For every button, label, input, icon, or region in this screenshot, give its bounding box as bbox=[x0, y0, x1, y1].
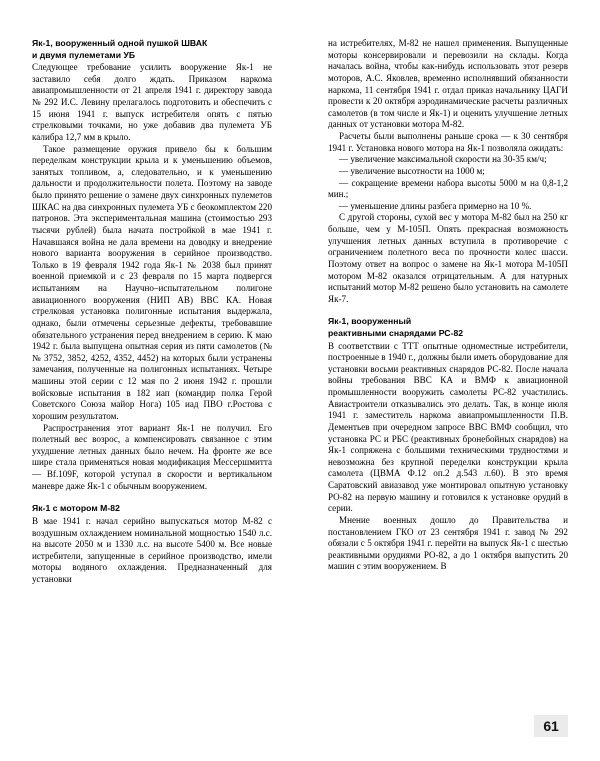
paragraph: на истребителях, М-82 не нашел применения. Выпущенные моторы консервировали и перевозили на склады. Когда началась война, чтобы как-нибудь использовать этот резерв моторов, А.С. Яковлев, временно исполнявший обязанности наркома, 11 сентября 1941 г. отдал приказ начальнику ЦАГИ провести к 20 октября аэродинамические расчеты различных самолетов (в том числе и Як-1) и оценить улучшение летных данных от установки мотора М-82. bbox=[328, 38, 568, 130]
right-column bbox=[328, 38, 568, 713]
paragraph: В соответствии с ТТТ опытные одноместные истребители, построенные в 1940 г., должны были иметь оборудование для установки восьми реактивных снарядов РС-82. После начала войны требования ВВС КА и ВМФ к авиационной промышленности вооружить самолеты РС-82 участились. Авиастроители отказывались это делать. Так, в конце июля 1941 г. заместитель наркома авиапромышленности П.В. Дементьев при очередном запросе ВВС ВМФ сообщил, что установка РС и РБС (реактивных бронебойных снарядов) на Як-1 сопряжена с большими техническими трудностями и невозможна без крупной переделки конструкции крыла самолета (ЦВМА Ф.12 оп.2 д.543 л.60). В это время Саратовский авиазавод уже монтировал опытную установку РО-82 на первую машину и готовился к установке орудий в серии. bbox=[328, 340, 568, 514]
left-column bbox=[32, 38, 272, 713]
section-heading-line-2: реактивными снарядами РС-82 bbox=[328, 327, 464, 338]
page-content bbox=[32, 38, 568, 713]
section-heading-line-2: и двумя пулеметами УБ bbox=[32, 49, 136, 60]
page-number: 61 bbox=[534, 715, 568, 737]
paragraph: Такое размещение оружия привело бы к большим переделкам конструкции крыла и к уменьшению объемов, занятых топливом, а, следовательно, и к уменьшению дальности и продолжительности полета. Поэтому на заводе было принято решение о замене двух синхронных пулеметов ШКАС на два синхронных пулемета УБ с беокомплектом 220 патронов. Эта экспериментальная машина (стоимостью 293 тысячи рублей) была начата постройкой в мае 1941 г. Начавшаяся война не дала времени на доводку и внедрение нового варианта вооружения в серийное производство. Только в 19 февраля 1942 года Як-1 № 2038 был принят военной приемкой и с 23 февраля по 15 марта подвергся испытаниям на Научно–испытательном полигоне авиационного вооружения (НИП АВ) ВВС КА. Новая стрелковая установка полигонные испытания выдержала, однако, были отмечены серьезные дефекты, требовавшие обязательного устранения перед внедрением в серию. К маю 1942 г. была выпущена опытная серия из пяти самолетов (№№ 3752, 3852, 4252, 4352, 4452) на которых были устранены замечания, полученные на полигонных испытаниях. Четыре машины этой серии с 12 мая по 2 июня 1942 г. прошли войсковые испытания в 182 иап (командир полка Герой Советского Союза майор Нога) 105 иад ПВО г.Ростова с хорошим результатом. bbox=[32, 143, 272, 421]
section-heading-line-1: Як-1, вооруженный bbox=[328, 316, 412, 327]
list-item: — увеличение высотности на 1000 м; bbox=[339, 165, 485, 176]
list-item: — увеличение максимальной скорости на 30-35 км/ч; bbox=[339, 154, 547, 165]
list-item: — сокращение времени набора высоты 5000 м на 0,8-1,2 мин.; bbox=[328, 177, 568, 200]
section-heading-line-1: Як-1, вооруженный одной пушкой ШВАК bbox=[32, 38, 208, 48]
section-heading-m82: Як-1 с мотором М-82 bbox=[32, 503, 120, 514]
paragraph: Расчеты были выполнены раньше срока — к 30 сентября 1941 г. Установка нового мотора на Як-1 позволяла ожидать: bbox=[328, 131, 568, 153]
paragraph: Мнение военных дошло до Правительства и постановлением ГКО от 23 сентября 1941 г. завод № 292 обязали с 5 октября 1941 г. перейти на выпуск Як-1 с шестью реактивными орудиями РО-82, а до 1 октября выпустить 20 машин с этим вооружением. В bbox=[328, 514, 568, 572]
section-heading-shvak-ub bbox=[32, 38, 272, 61]
paragraph: С другой стороны, сухой вес у мотора М-82 был на 250 кг больше, чем у М-105П. Опять прекрасная возможность улучшения летных данных вступила в противоречие с ограничением полетного веса по прочности колес шасси. Поэтому ответ на вопрос о замене на Як-1 мотора М-105П мотором М-82 оказался отрицательным. А для натурных испытаний мотор М-82 решено было установить на самолете Як-7. bbox=[328, 212, 568, 304]
paragraph: Следующее требование усилить вооружение Як-1 не заставило себя долго ждать. Приказом наркома авиапромышленности от 21 апреля 1941 г. директору завода № 292 И.С. Левину прелагалось подготовить и обеспечить с 15 июня 1941 г. выпуск истребителя опять с пятью стрелковыми точками, но уже добавив два пулемета УБ калибра 12,7 мм в крыло. bbox=[32, 62, 272, 142]
list-item: — уменьшение длины разбега примерно на 10 %. bbox=[339, 200, 532, 211]
section-heading-rs82 bbox=[328, 316, 568, 339]
paragraph: Распространения этот вариант Як-1 не получил. Его полетный вес возрос, а компенсировать связанное с этим ухудшение летных данных было нечем. На фронте же все шире стала применяться новая модификация Мессершмитта — Bf.109F, которой уступал в скорости и вертикальном маневре даже Як-1 с обычным вооружением. bbox=[32, 422, 272, 491]
paragraph: В мае 1941 г. начал серийно выпускаться мотор М-82 с воздушным охлаждением номинальной мощностью 1540 л.с. на высоте 2050 м и 1330 л.с. на высоте 5400 м. Все новые истребители, запущенные в серийное производство, имели моторы водяного охлаждения. Предназначенный для установки bbox=[32, 515, 272, 585]
